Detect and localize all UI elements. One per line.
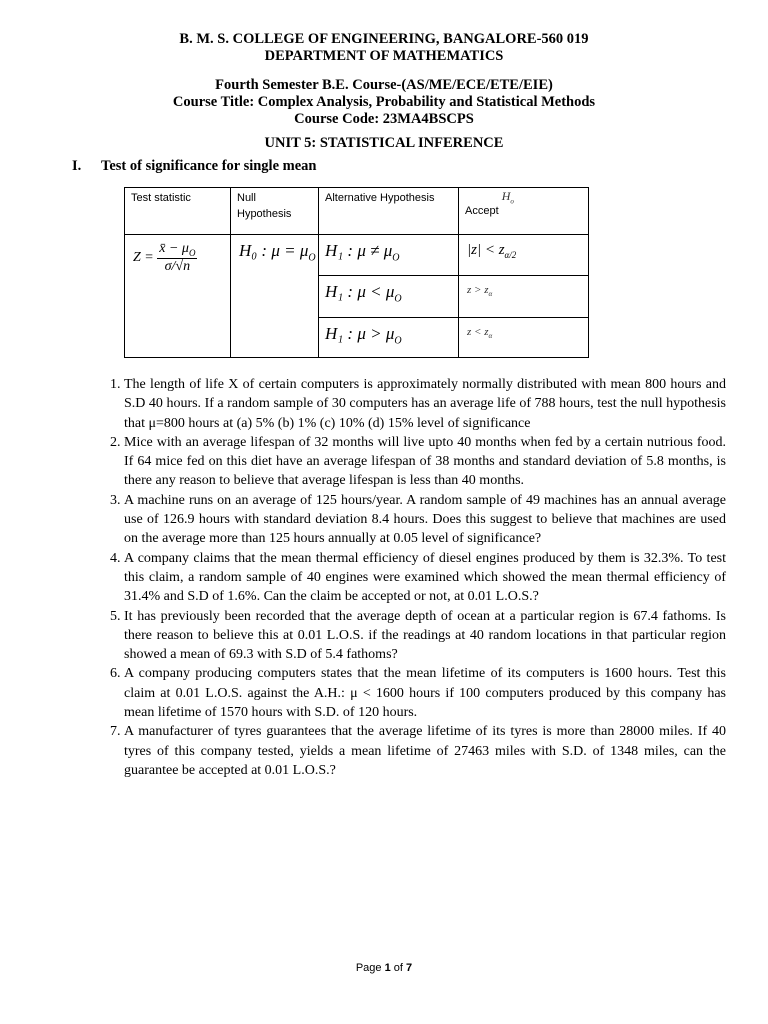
footer-total-pages: 7 — [406, 962, 413, 974]
section-title: Test of significance for single mean — [101, 158, 317, 174]
course-code: Course Code: 23MA4BSCPS — [294, 111, 474, 127]
list-item: 7. A manufacturer of tyres guarantees that the average lifetime of its tyres is more than 28000 miles. If 40 tyres of this company tested, yields a mean lifetime of 27463 miles with S.D. of 1348 miles, can the guarantee be accepted at 0.01 L.O.S.? — [124, 722, 726, 780]
list-item: 2. Mice with an average lifespan of 32 months will live upto 40 months when fed by a certain nutrious food. If 64 mice fed on this diet have an average lifespan of 38 months and standard deviation of 5.8 months, is there any reason to believe that average lifespan is less than 40 months. — [124, 433, 726, 491]
null-hypothesis-formula: H₀ : $\mu = \mu_O$ — [239, 241, 316, 264]
list-item: 1. The length of life X of certain computers is approximately normally distributed with mean 800 hours and S.D 40 hours. If a random sample of 30 computers has an average life of 788 hours, test the null hypothesis that μ=800 hours at (a) 5% (b) 1% (c) 10% (d) 15% level of significance — [124, 375, 726, 433]
z-numerator: x̄ − $\mu_O$ — [159, 241, 196, 258]
hypothesis-table — [124, 187, 589, 358]
section-number: I. — [72, 158, 82, 174]
header-alternative-hypothesis: Alternative Hypothesis — [319, 188, 459, 235]
z-formula: Z = $\frac{x̄ - \mu_O}{\sigma/√n}$ — [133, 241, 196, 274]
footer-of-word: of — [393, 962, 403, 974]
list-item: 4. A company claims that the mean thermal efficiency of diesel engines produced by them is 32.3%. To test this claim, a random sample of 40 engines were examined which showed the mean thermal efficiency of 31.4% and S.D of 1.6%. Can the claim be accepted or not, at 0.01 L.O.S.? — [124, 549, 726, 607]
header-test-statistic: Test statistic — [125, 188, 231, 235]
header-null-line1: Null — [237, 192, 256, 204]
z-denominator: σ/√n — [164, 258, 191, 274]
alt-hypothesis-1: H₁ : $\mu \ne \mu_O$ — [319, 235, 459, 276]
unit-title: UNIT 5: STATISTICAL INFERENCE — [264, 135, 504, 151]
header-accept-label: Accept — [465, 205, 499, 217]
section-heading — [72, 158, 316, 175]
list-item: 5. It has previously been recorded that the average depth of ocean at a particular region is 67.4 fathoms. Is there reason to believe this at 0.01 L.O.S. if the readings at 40 random locations in that particular region showed a mean of 69.3 with S.D of 5.4 fathoms? — [124, 607, 726, 665]
problem-list — [92, 375, 726, 780]
alt-hypothesis-2: H₁ : $\mu < \mu_O$ — [319, 276, 459, 318]
header-null-line2: Hypothesis — [237, 208, 292, 220]
header-null-hypothesis — [231, 188, 319, 235]
null-hypothesis-cell — [231, 235, 319, 358]
accept-region-3: $z < z_\alpha$ — [459, 318, 589, 358]
header-accept — [459, 188, 589, 235]
accept-region-1: $|z| < z_{\alpha/2}$ — [459, 235, 589, 276]
department-name: DEPARTMENT OF MATHEMATICS — [264, 48, 504, 64]
hypothesis-row-1 — [125, 235, 589, 276]
list-item: 6. A company producing computers states that the mean lifetime of its computers is 1600 hours. Test this claim at 0.01 L.O.S. against the A.H.: μ < 1600 hours if 100 computers produced by this company has mean lifetime of 1570 hours with S.D. of 120 hours. — [124, 664, 726, 722]
footer-page-word: Page — [355, 962, 382, 974]
header-accept-symbol: $H_o$ — [501, 189, 514, 206]
accept-region-2: $z > z_\alpha$ — [459, 276, 589, 318]
test-statistic-cell — [125, 235, 231, 358]
footer-current-page: 1 — [384, 962, 391, 974]
z-fraction — [157, 241, 197, 275]
semester-line: Fourth Semester B.E. Course-(AS/ME/ECE/ETE/EIE) — [215, 77, 553, 93]
institution-name: B. M. S. COLLEGE OF ENGINEERING, BANGALORE-560 019 — [179, 31, 589, 47]
course-title: Course Title: Complex Analysis, Probability and Statistical Methods — [172, 94, 596, 110]
list-item: 3. A machine runs on an average of 125 hours/year. A random sample of 49 machines has an annual average use of 126.9 hours with standard deviation 8.4 hours. Does this suggest to believe that machines are used on the average more than 125 hours annually at 0.05 level of significance? — [124, 491, 726, 549]
page-footer — [0, 962, 768, 974]
alt-hypothesis-3: H₁ : $\mu > \mu_O$ — [319, 318, 459, 358]
table-header-row — [125, 188, 589, 235]
